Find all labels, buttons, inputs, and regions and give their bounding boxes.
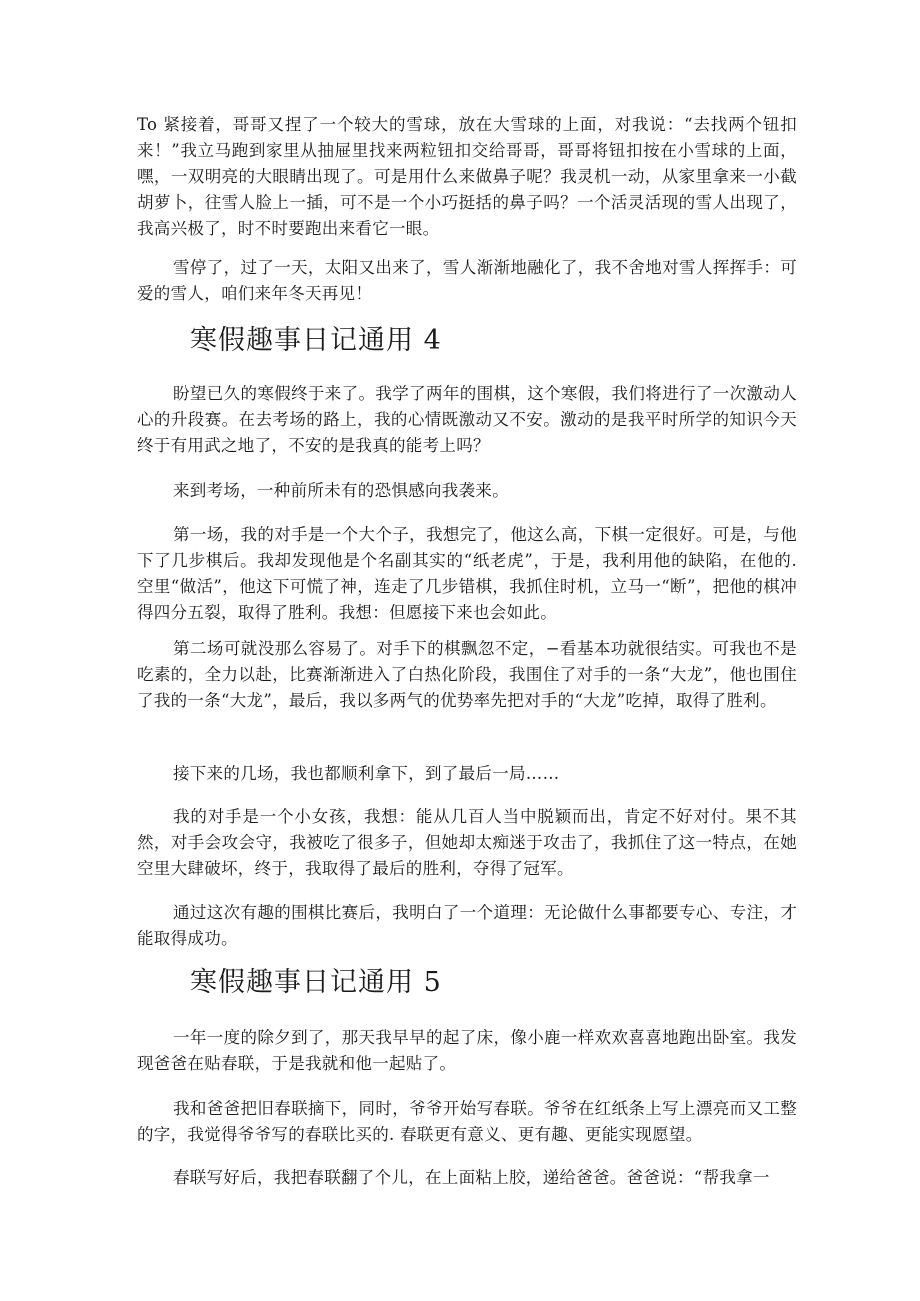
section-4-paragraph	[137, 522, 797, 626]
paragraph-snowman-continued	[137, 112, 797, 242]
section-5-paragraph	[137, 1165, 797, 1191]
section-5-paragraph	[137, 1025, 797, 1077]
paragraph-text: 我和爸爸把旧春联摘下，同时，爷爷开始写春联。爷爷在红纸条上写上漂亮而又工整的字，我觉得爷爷写的春联比买的. 春联更有意义、更有趣、更能实现愿望。	[137, 1099, 797, 1144]
paragraph-text: To 紧接着，哥哥又捏了一个较大的雪球，放在大雪球的上面，对我说：“去找两个钮扣来！”我立马跑到家里从抽屉里找来两粒钮扣交给哥哥，哥哥将钮扣按在小雪球的上面，嘿，一双明亮的大眼睛出现了。可是用什么来做鼻子呢？我灵机一动，从家里拿来一小截胡萝卜，往雪人脸上一插，可不是一个小巧挺括的鼻子吗？一个活灵活现的雪人出现了，我高兴极了，时不时要跑出来看它一眼。	[137, 115, 797, 238]
paragraph-text: 盼望已久的寒假终于来了。我学了两年的围棋，这个寒假，我们将进行了一次激动人心的升段赛。在去考场的路上，我的心情既激动又不安。激动的是我平时所学的知识今天终于有用武之地了，不安的是我真的能考上吗？	[137, 384, 797, 455]
section-5-paragraph	[137, 1096, 797, 1148]
section-4-paragraph	[137, 381, 797, 459]
section-4-paragraph	[137, 761, 797, 787]
paragraph-text: 接下来的几场，我也都顺利拿下，到了最后一局……	[173, 764, 560, 783]
section-5-title: 寒假趣事日记通用 5	[190, 967, 442, 998]
paragraph-text: 来到考场，一种前所未有的恐惧感向我袭来。	[173, 481, 509, 500]
paragraph-text: 我的对手是一个小女孩，我想：能从几百人当中脱颖而出，肯定不好对付。果不其然，对手会攻会守，我被吃了很多子，但她却太痴迷于攻击了，我抓住了这一特点，在她空里大肆破坏，终于，我取得了最后的胜利，夺得了冠军。	[137, 807, 797, 878]
section-4-paragraph	[137, 804, 797, 882]
paragraph-snow-stopped	[137, 255, 797, 307]
paragraph-text: 第二场可就没那么容易了。对手下的棋飘忽不定，−看基本功就很结实。可我也不是吃素的，全力以赴，比赛渐渐进入了白热化阶段，我围住了对手的一条“大龙”，他也围住了我的一条“大龙”，最后，我以多两气的优势率先把对手的“大龙”吃掉，取得了胜利。	[137, 639, 797, 710]
section-4-title: 寒假趣事日记通用 4	[190, 325, 442, 356]
paragraph-text: 第一场，我的对手是一个大个子，我想完了，他这么高，下棋一定很好。可是，与他下了几步棋后。我却发现他是个名副其实的“纸老虎”，于是，我利用他的缺陷，在他的. 空里“做活”，他这下可慌了神，连走了几步错棋，我抓住时机，立马一“断”，把他的棋冲得四分五裂，取得了胜利。我想：但愿接下来也会如此。	[137, 525, 797, 622]
paragraph-text: 一年一度的除夕到了，那天我早早的起了床，像小鹿一样欢欢喜喜地跑出卧室。我发现爸爸在贴春联，于是我就和他一起贴了。	[137, 1028, 797, 1073]
section-4-paragraph	[137, 900, 797, 952]
paragraph-text: 雪停了，过了一天，太阳又出来了，雪人渐渐地融化了，我不舍地对雪人挥挥手：可爱的雪人，咱们来年冬天再见！	[137, 258, 797, 303]
section-4-paragraph	[137, 478, 797, 504]
section-4-paragraph	[137, 636, 797, 714]
paragraph-text: 春联写好后，我把春联翻了个儿，在上面粘上胶，递给爸爸。爸爸说：“帮我拿一	[173, 1168, 770, 1187]
paragraph-text: 通过这次有趣的围棋比赛后，我明白了一个道理：无论做什么事都要专心、专注，才能取得成功。	[137, 903, 797, 948]
